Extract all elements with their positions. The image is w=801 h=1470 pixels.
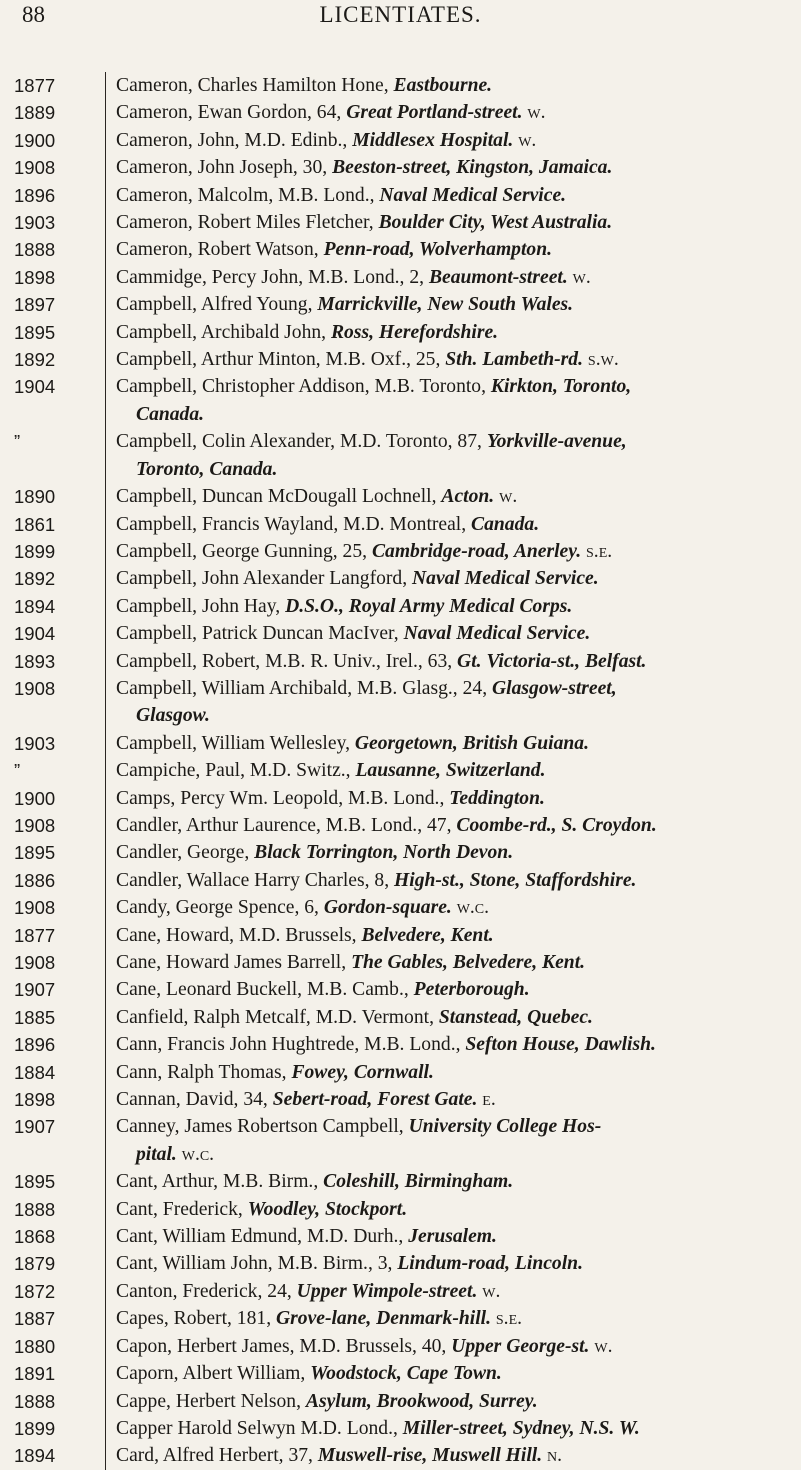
entry-text	[106, 1031, 786, 1058]
list-item	[0, 922, 801, 949]
entry-postal-district: w.c.	[176, 1143, 215, 1165]
entry-address: High-st., Stone, Staffordshire.	[394, 869, 637, 891]
entry-postal-district: s.e.	[490, 1308, 523, 1330]
entry-address: Middlesex Hospital.	[352, 129, 514, 151]
list-item	[0, 976, 801, 1003]
entry-text	[106, 1086, 786, 1113]
entry-address: Sefton House, Dawlish.	[465, 1034, 656, 1056]
list-item	[0, 127, 801, 154]
list-item	[0, 1305, 801, 1332]
entry-text	[106, 72, 786, 99]
running-head: LICENTIATES.	[319, 2, 482, 27]
entry-postal-district: e.	[477, 1089, 496, 1111]
entry-name: Canfield, Ralph Metcalf, M.D. Vermont,	[116, 1006, 439, 1028]
entry-address: Sebert-road, Forest Gate.	[272, 1089, 478, 1111]
entry-text	[106, 99, 786, 126]
entry-text	[106, 648, 786, 675]
entry-year: 1894	[0, 593, 106, 620]
entry-text	[106, 538, 786, 565]
entry-text	[106, 264, 786, 291]
list-item	[0, 839, 801, 866]
entry-address: Ross, Herefordshire.	[330, 321, 499, 343]
list-item	[0, 319, 801, 346]
licentiates-list	[0, 72, 801, 1470]
list-item	[0, 1004, 801, 1031]
entry-postal-district: w.c.	[451, 897, 490, 919]
entry-name: Camps, Percy Wm. Leopold, M.B. Lond.,	[116, 787, 450, 809]
entry-address: Yorkville-avenue,	[486, 431, 627, 453]
entry-year: ”	[0, 757, 106, 784]
entry-address: Coleshill, Birmingham.	[323, 1171, 514, 1193]
list-item	[0, 1223, 801, 1250]
list-item	[0, 373, 801, 428]
entry-text	[106, 675, 786, 730]
entry-address: Grove-lane, Denmark-hill.	[276, 1308, 491, 1330]
entry-postal-district: s.e.	[581, 540, 613, 562]
entry-text	[106, 593, 786, 620]
entry-text	[106, 922, 786, 949]
entry-year: 1887	[0, 1305, 106, 1332]
entry-year: 1908	[0, 675, 106, 730]
list-item	[0, 1360, 801, 1387]
entry-name: Cant, Arthur, M.B. Birm.,	[116, 1171, 324, 1193]
entry-year: 1896	[0, 182, 106, 209]
entry-text	[106, 1442, 786, 1469]
entry-text	[106, 785, 786, 812]
entry-year: 1903	[0, 209, 106, 236]
entry-text	[106, 949, 786, 976]
entry-address: University College Hos-	[408, 1116, 602, 1138]
entry-year: 1886	[0, 867, 106, 894]
entry-text	[106, 1113, 786, 1168]
entry-name: Cameron, Robert Watson,	[116, 239, 324, 261]
entry-postal-district: s.w.	[583, 349, 619, 371]
list-item	[0, 1333, 801, 1360]
entry-name: Candy, George Spence, 6,	[116, 897, 324, 919]
list-item	[0, 1113, 801, 1168]
list-item	[0, 209, 801, 236]
entry-name: Caporn, Albert William,	[116, 1363, 311, 1385]
entry-address: Muswell-rise, Muswell Hill.	[317, 1445, 543, 1467]
entry-postal-district: w.	[477, 1280, 501, 1302]
list-item	[0, 511, 801, 538]
entry-name: Cameron, Malcolm, M.B. Lond.,	[116, 184, 380, 206]
entry-address: Naval Medical Service.	[412, 568, 599, 590]
entry-name: Cappe, Herbert Nelson,	[116, 1390, 306, 1412]
entry-continuation	[116, 702, 786, 729]
entry-year: 1907	[0, 976, 106, 1003]
list-item	[0, 154, 801, 181]
entry-text	[106, 1388, 786, 1415]
entry-name: Candler, Arthur Laurence, M.B. Lond., 47,	[116, 814, 457, 836]
entry-name: Campbell, Arthur Minton, M.B. Oxf., 25,	[116, 349, 446, 371]
entry-text	[106, 894, 786, 921]
entry-text	[106, 1059, 786, 1086]
entry-address: Jerusalem.	[408, 1226, 497, 1248]
list-item	[0, 99, 801, 126]
entry-text	[106, 319, 786, 346]
entry-year: 1908	[0, 812, 106, 839]
entry-year: 1861	[0, 511, 106, 538]
entry-address: Sth. Lambeth-rd.	[445, 349, 584, 371]
entry-name: Campbell, Alfred Young,	[116, 294, 318, 316]
list-item	[0, 182, 801, 209]
entry-name: Campbell, Christopher Addison, M.B. Toronto,	[116, 376, 491, 398]
entry-year: ”	[0, 428, 106, 483]
entry-year: 1900	[0, 785, 106, 812]
entry-text	[106, 346, 786, 373]
entry-address: Marrickville, New South Wales.	[317, 294, 574, 316]
entry-address: Woodstock, Cape Town.	[310, 1363, 502, 1385]
entry-postal-district: w.	[513, 129, 537, 151]
entry-address: Woodley, Stockport.	[247, 1198, 408, 1220]
entry-text	[106, 373, 786, 428]
entry-name: Cameron, Ewan Gordon, 64,	[116, 102, 347, 124]
entry-text	[106, 1250, 786, 1277]
entry-name: Cameron, Charles Hamilton Hone,	[116, 75, 394, 96]
entry-address: Upper George-st.	[451, 1335, 590, 1357]
entry-year: 1896	[0, 1031, 106, 1058]
list-item	[0, 264, 801, 291]
list-item	[0, 730, 801, 757]
list-item	[0, 1031, 801, 1058]
entry-text	[106, 291, 786, 318]
list-item	[0, 1415, 801, 1442]
entry-name: Campiche, Paul, M.D. Switz.,	[116, 760, 356, 782]
entry-year: 1899	[0, 1415, 106, 1442]
entry-text	[106, 1360, 786, 1387]
list-item	[0, 1250, 801, 1277]
entry-address-continuation: pital.	[136, 1143, 177, 1165]
entry-address: Stanstead, Quebec.	[438, 1006, 593, 1028]
entry-year: 1879	[0, 1250, 106, 1277]
list-item	[0, 346, 801, 373]
list-item	[0, 428, 801, 483]
entry-address: Belvedere, Kent.	[361, 924, 494, 946]
entry-address: Coombe-rd., S. Croydon.	[456, 814, 657, 836]
entry-address: Glasgow-street,	[492, 677, 617, 699]
list-item	[0, 1168, 801, 1195]
entry-year: 1908	[0, 949, 106, 976]
entry-year: 1904	[0, 620, 106, 647]
entry-address: Gordon-square.	[323, 897, 452, 919]
entry-address: Black Torrington, North Devon.	[254, 842, 514, 864]
entry-text	[106, 620, 786, 647]
entry-year: 1877	[0, 922, 106, 949]
entry-text	[106, 236, 786, 263]
entry-name: Campbell, William Wellesley,	[116, 732, 355, 754]
entry-name: Cant, William John, M.B. Birm., 3,	[116, 1253, 398, 1275]
entry-postal-district: n.	[542, 1445, 563, 1467]
entry-text	[106, 1196, 786, 1223]
list-item	[0, 648, 801, 675]
entry-year: 1877	[0, 72, 106, 99]
entry-address: Naval Medical Service.	[403, 623, 591, 645]
entry-text	[106, 839, 786, 866]
entry-address: Boulder City, West Australia.	[378, 212, 613, 234]
entry-address: Asylum, Brookwood, Surrey.	[305, 1390, 538, 1412]
entry-name: Campbell, Patrick Duncan MacIver,	[116, 623, 404, 645]
entry-text	[106, 428, 786, 483]
entry-year: 1888	[0, 1196, 106, 1223]
list-item	[0, 1196, 801, 1223]
entry-name: Cannan, David, 34,	[116, 1089, 273, 1111]
entry-text	[106, 565, 786, 592]
list-item	[0, 785, 801, 812]
entry-text	[106, 483, 786, 510]
entry-postal-district: w.	[522, 102, 546, 124]
entry-year: 1900	[0, 127, 106, 154]
entry-name: Cant, William Edmund, M.D. Durh.,	[116, 1226, 409, 1248]
entry-name: Campbell, Colin Alexander, M.D. Toronto, 87,	[116, 431, 487, 453]
entry-year: 1895	[0, 319, 106, 346]
entry-name: Capper Harold Selwyn M.D. Lond.,	[116, 1417, 403, 1439]
entry-year: 1890	[0, 483, 106, 510]
list-item	[0, 949, 801, 976]
entry-name: Campbell, John Hay,	[116, 595, 286, 617]
entry-year: 1892	[0, 565, 106, 592]
list-item	[0, 538, 801, 565]
entry-year: 1884	[0, 1059, 106, 1086]
entry-name: Cammidge, Percy John, M.B. Lond., 2,	[116, 266, 429, 288]
list-item	[0, 867, 801, 894]
entry-text	[106, 867, 786, 894]
entry-year: 1894	[0, 1442, 106, 1469]
entry-year: 1892	[0, 346, 106, 373]
entry-name: Campbell, Francis Wayland, M.D. Montreal,	[116, 513, 472, 535]
list-item	[0, 675, 801, 730]
entry-year: 1898	[0, 1086, 106, 1113]
entry-continuation	[116, 456, 786, 483]
entry-year: 1880	[0, 1333, 106, 1360]
entry-text	[106, 511, 786, 538]
entry-year: 1888	[0, 1388, 106, 1415]
entry-address-continuation: Glasgow.	[136, 705, 210, 727]
entry-text	[106, 1415, 786, 1442]
entry-postal-district: w.	[589, 1335, 613, 1357]
entry-continuation	[116, 1141, 786, 1168]
entry-name: Cane, Howard James Barrell,	[116, 952, 352, 973]
entry-name: Campbell, Duncan McDougall Lochnell,	[116, 486, 442, 508]
entry-address: Fowey, Cornwall.	[291, 1061, 434, 1083]
entry-year: 1899	[0, 538, 106, 565]
list-item	[0, 565, 801, 592]
entry-address: Georgetown, British Guiana.	[354, 732, 589, 754]
entry-text	[106, 1278, 786, 1305]
entry-name: Cameron, Robert Miles Fletcher,	[116, 212, 379, 234]
entry-address: Beeston-street, Kingston, Jamaica.	[332, 157, 613, 179]
entry-address-continuation: Canada.	[136, 403, 205, 425]
entry-name: Campbell, John Alexander Langford,	[116, 568, 413, 590]
entry-address: Cambridge-road, Anerley.	[371, 540, 582, 562]
entry-year: 1904	[0, 373, 106, 428]
entry-year: 1868	[0, 1223, 106, 1250]
entry-name: Campbell, Archibald John,	[116, 321, 331, 343]
entry-text	[106, 812, 786, 839]
list-item	[0, 1388, 801, 1415]
entry-address: Peterborough.	[413, 979, 530, 1001]
entry-year: 1908	[0, 894, 106, 921]
entry-address: Upper Wimpole-street.	[296, 1280, 478, 1302]
entry-text	[106, 127, 786, 154]
entry-year: 1888	[0, 236, 106, 263]
entry-year: 1885	[0, 1004, 106, 1031]
list-item	[0, 1059, 801, 1086]
entry-year: 1895	[0, 839, 106, 866]
entry-name: Capes, Robert, 181,	[116, 1308, 276, 1330]
entry-year: 1903	[0, 730, 106, 757]
entry-year: 1872	[0, 1278, 106, 1305]
list-item	[0, 757, 801, 784]
entry-year: 1908	[0, 154, 106, 181]
entry-name: Cameron, John Joseph, 30,	[116, 157, 333, 179]
entry-year: 1895	[0, 1168, 106, 1195]
entry-text	[106, 209, 786, 236]
entry-name: Capon, Herbert James, M.D. Brussels, 40,	[116, 1335, 452, 1357]
entry-name: Cant, Frederick,	[116, 1198, 248, 1220]
entry-text	[106, 1168, 786, 1195]
entry-name: Canney, James Robertson Campbell,	[116, 1116, 409, 1138]
entry-year: 1889	[0, 99, 106, 126]
list-item	[0, 620, 801, 647]
entry-text	[106, 182, 786, 209]
entry-name: Candler, George,	[116, 842, 255, 864]
entry-name: Campbell, William Archibald, M.B. Glasg., 24,	[116, 677, 492, 699]
entry-name: Cane, Howard, M.D. Brussels,	[116, 924, 362, 946]
entry-name: Canton, Frederick, 24,	[116, 1280, 297, 1302]
list-item	[0, 483, 801, 510]
entry-address: Lindum-road, Lincoln.	[397, 1253, 583, 1275]
entry-name: Cann, Ralph Thomas,	[116, 1061, 292, 1083]
entry-address: Lausanne, Switzerland.	[355, 760, 546, 782]
entry-text	[106, 1333, 786, 1360]
entry-name: Cann, Francis John Hughtrede, M.B. Lond.,	[116, 1034, 466, 1056]
list-item	[0, 1442, 801, 1469]
entry-name: Cane, Leonard Buckell, M.B. Camb.,	[116, 979, 414, 1001]
entry-postal-district: w.	[567, 266, 591, 288]
entry-address-continuation: Toronto, Canada.	[136, 458, 278, 480]
entry-text	[106, 730, 786, 757]
entry-name: Campbell, George Gunning, 25,	[116, 540, 372, 562]
list-item	[0, 1086, 801, 1113]
entry-address: Kirkton, Toronto,	[490, 376, 632, 398]
entry-address: Canada.	[471, 513, 540, 535]
entry-text	[106, 1004, 786, 1031]
entry-year: 1893	[0, 648, 106, 675]
entry-year: 1898	[0, 264, 106, 291]
entry-name: Campbell, Robert, M.B. R. Univ., Irel., 63,	[116, 650, 458, 672]
entry-year: 1897	[0, 291, 106, 318]
entry-address: The Gables, Belvedere, Kent.	[351, 952, 586, 973]
entry-year: 1891	[0, 1360, 106, 1387]
list-item	[0, 1278, 801, 1305]
entry-continuation	[116, 401, 786, 428]
entry-text	[106, 154, 786, 181]
entry-address: Teddington.	[449, 787, 545, 809]
entry-year: 1907	[0, 1113, 106, 1168]
entry-postal-district: w.	[494, 486, 518, 508]
entry-address: Miller-street, Sydney, N.S. W.	[402, 1417, 640, 1439]
list-item	[0, 593, 801, 620]
entry-text	[106, 757, 786, 784]
entry-address: Great Portland-street.	[346, 102, 523, 124]
list-item	[0, 894, 801, 921]
entry-address: Eastbourne.	[393, 75, 493, 96]
entry-address: Beaumont-street.	[428, 266, 568, 288]
entry-address: Penn-road, Wolverhampton.	[323, 239, 553, 261]
entry-address: D.S.O., Royal Army Medical Corps.	[285, 595, 573, 617]
entry-name: Card, Alfred Herbert, 37,	[116, 1445, 318, 1467]
entry-name: Cameron, John, M.D. Edinb.,	[116, 129, 353, 151]
entry-text	[106, 1223, 786, 1250]
list-item	[0, 236, 801, 263]
list-item	[0, 291, 801, 318]
page-number: 88	[22, 2, 45, 27]
entry-name: Candler, Wallace Harry Charles, 8,	[116, 869, 395, 891]
list-item	[0, 72, 801, 99]
entry-text	[106, 976, 786, 1003]
entry-address: Naval Medical Service.	[379, 184, 567, 206]
entry-address: Acton.	[441, 486, 495, 508]
entry-address: Gt. Victoria-st., Belfast.	[457, 650, 647, 672]
entry-text	[106, 1305, 786, 1332]
list-item	[0, 812, 801, 839]
